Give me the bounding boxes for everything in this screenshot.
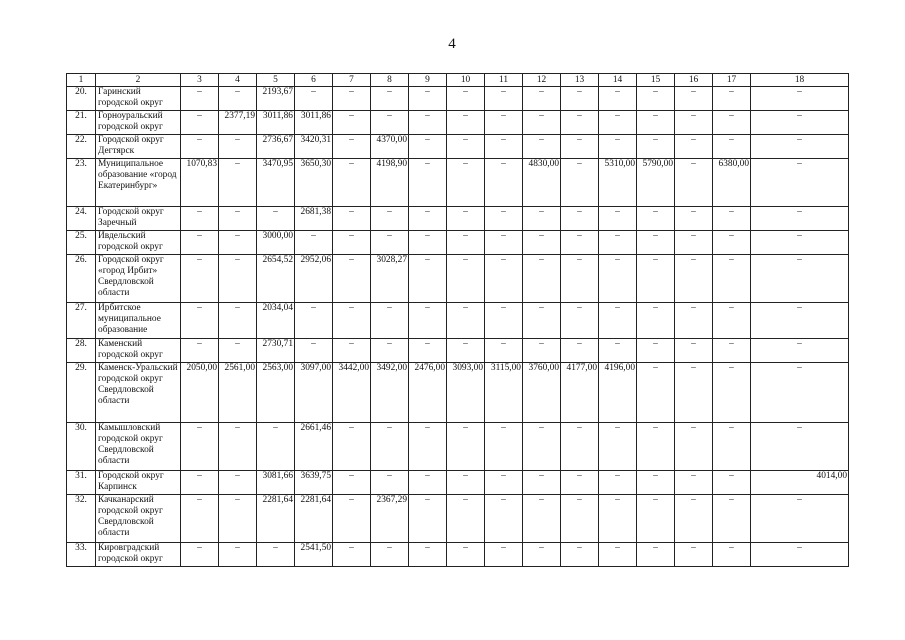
value-cell: –	[181, 471, 219, 495]
value-cell: –	[485, 423, 523, 471]
value-cell: –	[675, 471, 713, 495]
value-cell: –	[181, 87, 219, 111]
value-cell: 2541,50	[295, 543, 333, 567]
value-cell: –	[675, 231, 713, 255]
value-cell: –	[219, 423, 257, 471]
value-cell: –	[257, 543, 295, 567]
value-cell: –	[485, 111, 523, 135]
value-cell: –	[257, 423, 295, 471]
value-cell: –	[561, 495, 599, 543]
value-cell: 2561,00	[219, 363, 257, 423]
value-cell: –	[333, 339, 371, 363]
municipality-name: Каменский городской округ	[96, 339, 181, 363]
column-header: 17	[713, 74, 751, 87]
column-header: 15	[637, 74, 675, 87]
column-header: 1	[67, 74, 96, 87]
value-cell: 3000,00	[257, 231, 295, 255]
value-cell: –	[447, 339, 485, 363]
table-row	[67, 363, 849, 423]
value-cell: 2281,64	[257, 495, 295, 543]
row-number: 25.	[67, 231, 96, 255]
value-cell: 2034,04	[257, 303, 295, 339]
value-cell: –	[751, 495, 849, 543]
value-cell: –	[675, 255, 713, 303]
table-row	[67, 303, 849, 339]
value-cell: –	[181, 339, 219, 363]
page-number: 4	[448, 36, 456, 52]
value-cell: –	[447, 543, 485, 567]
value-cell: –	[561, 543, 599, 567]
municipality-name: Муниципальное образование «город Екатеринбург»	[96, 159, 181, 207]
value-cell: –	[485, 159, 523, 207]
row-number: 33.	[67, 543, 96, 567]
municipality-name: Ивдельский городской округ	[96, 231, 181, 255]
column-header: 4	[219, 74, 257, 87]
column-header: 10	[447, 74, 485, 87]
row-number: 24.	[67, 207, 96, 231]
column-header: 2	[96, 74, 181, 87]
value-cell: 3011,86	[295, 111, 333, 135]
value-cell: –	[637, 207, 675, 231]
municipality-name: Камышловский городской округ Свердловской области	[96, 423, 181, 471]
value-cell: –	[447, 111, 485, 135]
value-cell: –	[485, 339, 523, 363]
value-cell: –	[561, 339, 599, 363]
value-cell: –	[409, 339, 447, 363]
value-cell: 3470,95	[257, 159, 295, 207]
value-cell: 2377,19	[219, 111, 257, 135]
value-cell: –	[599, 231, 637, 255]
value-cell: –	[181, 207, 219, 231]
value-cell: –	[371, 423, 409, 471]
value-cell: –	[371, 471, 409, 495]
value-cell: –	[751, 339, 849, 363]
value-cell: –	[219, 339, 257, 363]
tariff-table	[66, 73, 849, 567]
row-number: 27.	[67, 303, 96, 339]
row-number: 29.	[67, 363, 96, 423]
value-cell: –	[181, 255, 219, 303]
value-cell: –	[485, 135, 523, 159]
municipality-name: Городской округ Заречный	[96, 207, 181, 231]
value-cell: 3492,00	[371, 363, 409, 423]
table-row	[67, 159, 849, 207]
value-cell: –	[333, 135, 371, 159]
value-cell: –	[561, 111, 599, 135]
value-cell: –	[713, 111, 751, 135]
value-cell: –	[523, 543, 561, 567]
value-cell: –	[219, 255, 257, 303]
value-cell: 5310,00	[599, 159, 637, 207]
value-cell: –	[637, 303, 675, 339]
value-cell: –	[181, 111, 219, 135]
value-cell: 1070,83	[181, 159, 219, 207]
value-cell: –	[561, 207, 599, 231]
value-cell: –	[409, 471, 447, 495]
value-cell: –	[447, 207, 485, 231]
value-cell: –	[485, 87, 523, 111]
row-number: 26.	[67, 255, 96, 303]
value-cell: –	[333, 231, 371, 255]
column-header: 12	[523, 74, 561, 87]
value-cell: –	[523, 231, 561, 255]
column-header: 8	[371, 74, 409, 87]
value-cell: –	[219, 207, 257, 231]
value-cell: –	[637, 135, 675, 159]
table-row	[67, 495, 849, 543]
value-cell: 2367,29	[371, 495, 409, 543]
value-cell: –	[409, 231, 447, 255]
value-cell: –	[713, 207, 751, 231]
column-header: 9	[409, 74, 447, 87]
value-cell: 2681,38	[295, 207, 333, 231]
value-cell: –	[447, 423, 485, 471]
value-cell: –	[675, 363, 713, 423]
value-cell: –	[371, 231, 409, 255]
value-cell: –	[751, 255, 849, 303]
value-cell: –	[409, 159, 447, 207]
value-cell: –	[181, 495, 219, 543]
value-cell: –	[485, 543, 523, 567]
value-cell: –	[485, 231, 523, 255]
row-number: 31.	[67, 471, 96, 495]
value-cell: 3097,00	[295, 363, 333, 423]
value-cell: 3115,00	[485, 363, 523, 423]
value-cell: 5790,00	[637, 159, 675, 207]
value-cell: –	[295, 231, 333, 255]
table-row	[67, 135, 849, 159]
value-cell: –	[257, 207, 295, 231]
value-cell: –	[713, 471, 751, 495]
value-cell: –	[751, 423, 849, 471]
value-cell: –	[713, 543, 751, 567]
value-cell: –	[333, 423, 371, 471]
value-cell: –	[333, 87, 371, 111]
value-cell: 4014,00	[751, 471, 849, 495]
value-cell: –	[295, 87, 333, 111]
column-header: 13	[561, 74, 599, 87]
municipality-name: Гаринский городской округ	[96, 87, 181, 111]
row-number: 32.	[67, 495, 96, 543]
table-header-row	[67, 74, 849, 87]
value-cell: 6380,00	[713, 159, 751, 207]
value-cell: –	[599, 135, 637, 159]
value-cell: –	[713, 363, 751, 423]
value-cell: –	[599, 111, 637, 135]
value-cell: 4198,90	[371, 159, 409, 207]
value-cell: –	[523, 471, 561, 495]
value-cell: –	[219, 303, 257, 339]
municipality-name: Каменск-Уральский городской округ Свердловской области	[96, 363, 181, 423]
value-cell: –	[713, 135, 751, 159]
value-cell: –	[447, 159, 485, 207]
row-number: 23.	[67, 159, 96, 207]
table-row	[67, 231, 849, 255]
value-cell: 2476,00	[409, 363, 447, 423]
value-cell: –	[561, 303, 599, 339]
value-cell: –	[751, 87, 849, 111]
value-cell: –	[675, 495, 713, 543]
value-cell: –	[675, 303, 713, 339]
value-cell: –	[599, 543, 637, 567]
value-cell: –	[219, 543, 257, 567]
municipality-name: Качканарский городской округ Свердловской области	[96, 495, 181, 543]
row-number: 22.	[67, 135, 96, 159]
value-cell: –	[713, 87, 751, 111]
table-row	[67, 543, 849, 567]
value-cell: –	[219, 159, 257, 207]
value-cell: –	[447, 303, 485, 339]
value-cell: –	[523, 135, 561, 159]
value-cell: –	[637, 495, 675, 543]
value-cell: –	[409, 255, 447, 303]
value-cell: 4370,00	[371, 135, 409, 159]
value-cell: –	[333, 471, 371, 495]
value-cell: –	[409, 135, 447, 159]
value-cell: 2193,67	[257, 87, 295, 111]
value-cell: –	[523, 255, 561, 303]
table-row	[67, 207, 849, 231]
municipality-name: Городской округ «город Ирбит» Свердловской области	[96, 255, 181, 303]
value-cell: –	[675, 159, 713, 207]
value-cell: –	[751, 543, 849, 567]
municipality-name: Горноуральский городской округ	[96, 111, 181, 135]
column-header: 14	[599, 74, 637, 87]
municipality-name: Городской округ Карпинск	[96, 471, 181, 495]
value-cell: –	[447, 495, 485, 543]
value-cell: –	[333, 207, 371, 231]
value-cell: –	[523, 87, 561, 111]
value-cell: –	[447, 231, 485, 255]
value-cell: –	[675, 135, 713, 159]
value-cell: –	[371, 543, 409, 567]
table-row	[67, 471, 849, 495]
value-cell: –	[561, 255, 599, 303]
value-cell: –	[447, 87, 485, 111]
value-cell: –	[599, 423, 637, 471]
value-cell: –	[675, 111, 713, 135]
value-cell: –	[713, 339, 751, 363]
column-header: 5	[257, 74, 295, 87]
value-cell: 4830,00	[523, 159, 561, 207]
value-cell: –	[637, 87, 675, 111]
value-cell: –	[485, 207, 523, 231]
municipality-name: Городской округ Дегтярск	[96, 135, 181, 159]
value-cell: 2654,52	[257, 255, 295, 303]
value-cell: 2050,00	[181, 363, 219, 423]
value-cell: –	[333, 303, 371, 339]
value-cell: –	[371, 339, 409, 363]
value-cell: –	[409, 87, 447, 111]
value-cell: –	[675, 339, 713, 363]
value-cell: –	[561, 87, 599, 111]
value-cell: –	[219, 495, 257, 543]
value-cell: –	[523, 207, 561, 231]
value-cell: –	[751, 303, 849, 339]
value-cell: –	[713, 423, 751, 471]
column-header: 7	[333, 74, 371, 87]
value-cell: –	[485, 303, 523, 339]
value-cell: –	[523, 423, 561, 471]
value-cell: –	[523, 339, 561, 363]
value-cell: –	[599, 495, 637, 543]
value-cell: 2952,06	[295, 255, 333, 303]
value-cell: –	[599, 471, 637, 495]
value-cell: –	[675, 543, 713, 567]
value-cell: –	[219, 471, 257, 495]
column-header: 3	[181, 74, 219, 87]
value-cell: –	[637, 543, 675, 567]
value-cell: –	[447, 135, 485, 159]
value-cell: –	[675, 87, 713, 111]
value-cell: –	[409, 543, 447, 567]
value-cell: –	[219, 231, 257, 255]
table-row	[67, 255, 849, 303]
row-number: 20.	[67, 87, 96, 111]
value-cell: –	[409, 423, 447, 471]
value-cell: –	[713, 495, 751, 543]
value-cell: –	[409, 207, 447, 231]
value-cell: –	[561, 135, 599, 159]
value-cell: –	[333, 495, 371, 543]
value-cell: –	[637, 111, 675, 135]
value-cell: 3442,00	[333, 363, 371, 423]
value-cell: –	[371, 207, 409, 231]
value-cell: –	[333, 159, 371, 207]
value-cell: –	[485, 495, 523, 543]
value-cell: 3420,31	[295, 135, 333, 159]
value-cell: –	[675, 207, 713, 231]
value-cell: –	[409, 111, 447, 135]
column-header: 6	[295, 74, 333, 87]
row-number: 28.	[67, 339, 96, 363]
value-cell: 3639,75	[295, 471, 333, 495]
value-cell: –	[637, 471, 675, 495]
value-cell: –	[599, 255, 637, 303]
table-row	[67, 423, 849, 471]
column-header: 16	[675, 74, 713, 87]
value-cell: –	[561, 231, 599, 255]
value-cell: 4196,00	[599, 363, 637, 423]
value-cell: –	[523, 111, 561, 135]
value-cell: –	[751, 231, 849, 255]
value-cell: –	[181, 135, 219, 159]
value-cell: –	[751, 159, 849, 207]
value-cell: –	[371, 303, 409, 339]
value-cell: –	[751, 135, 849, 159]
value-cell: –	[333, 255, 371, 303]
value-cell: –	[295, 339, 333, 363]
value-cell: –	[295, 303, 333, 339]
value-cell: 3081,66	[257, 471, 295, 495]
value-cell: –	[371, 87, 409, 111]
value-cell: –	[485, 471, 523, 495]
municipality-name: Кировградский городской округ	[96, 543, 181, 567]
value-cell: 2281,64	[295, 495, 333, 543]
value-cell: –	[637, 363, 675, 423]
value-cell: –	[751, 207, 849, 231]
value-cell: 3760,00	[523, 363, 561, 423]
value-cell: –	[675, 423, 713, 471]
value-cell: –	[713, 255, 751, 303]
value-cell: –	[713, 303, 751, 339]
value-cell: –	[561, 423, 599, 471]
value-cell: 3093,00	[447, 363, 485, 423]
value-cell: –	[637, 255, 675, 303]
municipality-name: Ирбитское муниципальное образование	[96, 303, 181, 339]
value-cell: –	[599, 303, 637, 339]
value-cell: –	[713, 231, 751, 255]
value-cell: 4177,00	[561, 363, 599, 423]
value-cell: –	[333, 543, 371, 567]
table-row	[67, 339, 849, 363]
value-cell: –	[599, 87, 637, 111]
value-cell: –	[219, 135, 257, 159]
value-cell: –	[637, 231, 675, 255]
value-cell: –	[637, 339, 675, 363]
value-cell: –	[561, 471, 599, 495]
row-number: 30.	[67, 423, 96, 471]
value-cell: –	[181, 423, 219, 471]
value-cell: –	[409, 495, 447, 543]
value-cell: –	[219, 87, 257, 111]
value-cell: –	[599, 339, 637, 363]
value-cell: 3011,86	[257, 111, 295, 135]
value-cell: –	[409, 303, 447, 339]
value-cell: –	[447, 471, 485, 495]
value-cell: –	[181, 543, 219, 567]
table-row	[67, 87, 849, 111]
column-header: 18	[751, 74, 849, 87]
value-cell: 2736,67	[257, 135, 295, 159]
value-cell: –	[751, 111, 849, 135]
value-cell: –	[333, 111, 371, 135]
value-cell: 3028,27	[371, 255, 409, 303]
value-cell: –	[637, 423, 675, 471]
value-cell: –	[447, 255, 485, 303]
value-cell: 2563,00	[257, 363, 295, 423]
row-number: 21.	[67, 111, 96, 135]
value-cell: –	[181, 303, 219, 339]
value-cell: 3650,30	[295, 159, 333, 207]
value-cell: –	[523, 495, 561, 543]
value-cell: –	[485, 255, 523, 303]
value-cell: –	[371, 111, 409, 135]
value-cell: –	[599, 207, 637, 231]
value-cell: 2661,46	[295, 423, 333, 471]
value-cell: –	[561, 159, 599, 207]
table-row	[67, 111, 849, 135]
column-header: 11	[485, 74, 523, 87]
value-cell: 2730,71	[257, 339, 295, 363]
tariff-table-wrapper	[66, 73, 849, 567]
value-cell: –	[523, 303, 561, 339]
value-cell: –	[751, 363, 849, 423]
value-cell: –	[181, 231, 219, 255]
